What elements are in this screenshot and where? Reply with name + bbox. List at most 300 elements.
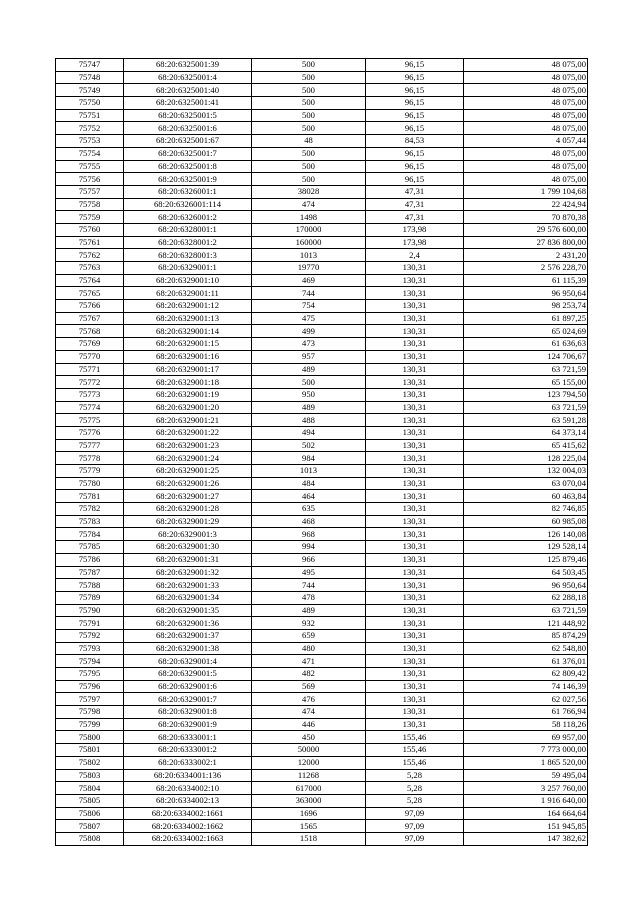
cadastral-number-cell: 68:20:6329001:25 <box>124 465 252 478</box>
cadastral-number-cell: 68:20:6329001:1 <box>124 262 252 275</box>
row-number-cell: 75763 <box>56 262 124 275</box>
table-row <box>56 262 588 275</box>
row-number-cell: 75773 <box>56 388 124 401</box>
row-number-cell: 75798 <box>56 706 124 719</box>
cadastral-value-table <box>55 58 588 846</box>
value-cell: 48 075,00 <box>464 71 588 84</box>
cadastral-number-cell: 68:20:6328001:3 <box>124 249 252 262</box>
cadastral-number-cell: 68:20:6334002:10 <box>124 782 252 795</box>
cadastral-number-cell: 68:20:6329001:27 <box>124 490 252 503</box>
value-cell: 2 576 228,70 <box>464 262 588 275</box>
rate-cell: 155,46 <box>366 756 464 769</box>
area-cell: 19770 <box>252 262 366 275</box>
value-cell: 85 874,29 <box>464 629 588 642</box>
value-cell: 64 373,14 <box>464 426 588 439</box>
area-cell: 500 <box>252 122 366 135</box>
table-row <box>56 782 588 795</box>
rate-cell: 130,31 <box>366 528 464 541</box>
rate-cell: 47,31 <box>366 211 464 224</box>
value-cell: 1 799 104,68 <box>464 185 588 198</box>
row-number-cell: 75783 <box>56 515 124 528</box>
rate-cell: 5,28 <box>366 769 464 782</box>
area-cell: 489 <box>252 363 366 376</box>
rate-cell: 130,31 <box>366 465 464 478</box>
area-cell: 635 <box>252 503 366 516</box>
rate-cell: 5,28 <box>366 782 464 795</box>
cadastral-number-cell: 68:20:6329001:36 <box>124 617 252 630</box>
table-row <box>56 794 588 807</box>
row-number-cell: 75786 <box>56 553 124 566</box>
cadastral-number-cell: 68:20:6325001:5 <box>124 109 252 122</box>
area-cell: 475 <box>252 312 366 325</box>
rate-cell: 130,31 <box>366 706 464 719</box>
value-cell: 27 836 800,00 <box>464 236 588 249</box>
value-cell: 60 985,08 <box>464 515 588 528</box>
cadastral-number-cell: 68:20:6325001:41 <box>124 97 252 110</box>
value-cell: 3 257 760,00 <box>464 782 588 795</box>
row-number-cell: 75793 <box>56 642 124 655</box>
area-cell: 500 <box>252 160 366 173</box>
rate-cell: 130,31 <box>366 642 464 655</box>
table-row <box>56 642 588 655</box>
cadastral-number-cell: 68:20:6329001:4 <box>124 655 252 668</box>
value-cell: 123 794,50 <box>464 388 588 401</box>
table-row <box>56 84 588 97</box>
row-number-cell: 75808 <box>56 832 124 845</box>
area-cell: 1013 <box>252 249 366 262</box>
cadastral-number-cell: 68:20:6325001:6 <box>124 122 252 135</box>
row-number-cell: 75791 <box>56 617 124 630</box>
row-number-cell: 75777 <box>56 439 124 452</box>
row-number-cell: 75805 <box>56 794 124 807</box>
cadastral-number-cell: 68:20:6329001:23 <box>124 439 252 452</box>
area-cell: 1696 <box>252 807 366 820</box>
value-cell: 128 225,04 <box>464 452 588 465</box>
table-row <box>56 515 588 528</box>
value-cell: 96 950,64 <box>464 287 588 300</box>
value-cell: 65 155,00 <box>464 376 588 389</box>
row-number-cell: 75779 <box>56 465 124 478</box>
rate-cell: 97,09 <box>366 807 464 820</box>
row-number-cell: 75806 <box>56 807 124 820</box>
row-number-cell: 75770 <box>56 350 124 363</box>
table-row <box>56 198 588 211</box>
row-number-cell: 75755 <box>56 160 124 173</box>
rate-cell: 130,31 <box>366 414 464 427</box>
rate-cell: 130,31 <box>366 718 464 731</box>
value-cell: 4 057,44 <box>464 135 588 148</box>
table-row <box>56 680 588 693</box>
table-row <box>56 591 588 604</box>
value-cell: 129 528,14 <box>464 541 588 554</box>
row-number-cell: 75772 <box>56 376 124 389</box>
value-cell: 70 870,38 <box>464 211 588 224</box>
value-cell: 48 075,00 <box>464 59 588 72</box>
rate-cell: 130,31 <box>366 579 464 592</box>
area-cell: 499 <box>252 325 366 338</box>
rate-cell: 130,31 <box>366 350 464 363</box>
row-number-cell: 75788 <box>56 579 124 592</box>
row-number-cell: 75768 <box>56 325 124 338</box>
table-row <box>56 452 588 465</box>
cadastral-number-cell: 68:20:6325001:8 <box>124 160 252 173</box>
rate-cell: 130,31 <box>366 325 464 338</box>
table-row <box>56 71 588 84</box>
value-cell: 61 897,25 <box>464 312 588 325</box>
cadastral-number-cell: 68:20:6328001:2 <box>124 236 252 249</box>
cadastral-number-cell: 68:20:6329001:16 <box>124 350 252 363</box>
value-cell: 65 024,69 <box>464 325 588 338</box>
area-cell: 170000 <box>252 223 366 236</box>
table-row <box>56 363 588 376</box>
area-cell: 500 <box>252 84 366 97</box>
rate-cell: 96,15 <box>366 147 464 160</box>
table-row <box>56 147 588 160</box>
value-cell: 69 957,00 <box>464 731 588 744</box>
rate-cell: 130,31 <box>366 262 464 275</box>
row-number-cell: 75803 <box>56 769 124 782</box>
table-row <box>56 401 588 414</box>
table-row <box>56 553 588 566</box>
area-cell: 478 <box>252 591 366 604</box>
rate-cell: 173,98 <box>366 236 464 249</box>
cadastral-number-cell: 68:20:6329001:11 <box>124 287 252 300</box>
table-row <box>56 655 588 668</box>
row-number-cell: 75751 <box>56 109 124 122</box>
area-cell: 12000 <box>252 756 366 769</box>
cadastral-number-cell: 68:20:6325001:39 <box>124 59 252 72</box>
rate-cell: 130,31 <box>366 426 464 439</box>
table-row <box>56 135 588 148</box>
table-row <box>56 376 588 389</box>
row-number-cell: 75771 <box>56 363 124 376</box>
area-cell: 932 <box>252 617 366 630</box>
value-cell: 48 075,00 <box>464 173 588 186</box>
area-cell: 489 <box>252 604 366 617</box>
row-number-cell: 75792 <box>56 629 124 642</box>
table-row <box>56 274 588 287</box>
area-cell: 744 <box>252 287 366 300</box>
area-cell: 446 <box>252 718 366 731</box>
rate-cell: 130,31 <box>366 439 464 452</box>
table-row <box>56 109 588 122</box>
rate-cell: 130,31 <box>366 490 464 503</box>
rate-cell: 96,15 <box>366 59 464 72</box>
table-row <box>56 426 588 439</box>
value-cell: 82 746,85 <box>464 503 588 516</box>
cadastral-number-cell: 68:20:6329001:26 <box>124 477 252 490</box>
cadastral-number-cell: 68:20:6329001:22 <box>124 426 252 439</box>
row-number-cell: 75789 <box>56 591 124 604</box>
table-row <box>56 807 588 820</box>
cadastral-number-cell: 68:20:6325001:40 <box>124 84 252 97</box>
row-number-cell: 75785 <box>56 541 124 554</box>
table-row <box>56 223 588 236</box>
value-cell: 48 075,00 <box>464 97 588 110</box>
area-cell: 484 <box>252 477 366 490</box>
area-cell: 500 <box>252 376 366 389</box>
table-row <box>56 832 588 845</box>
rate-cell: 173,98 <box>366 223 464 236</box>
area-cell: 617000 <box>252 782 366 795</box>
table-row <box>56 490 588 503</box>
value-cell: 22 424,94 <box>464 198 588 211</box>
area-cell: 500 <box>252 173 366 186</box>
cadastral-number-cell: 68:20:6329001:8 <box>124 706 252 719</box>
rate-cell: 130,31 <box>366 693 464 706</box>
value-cell: 60 463,84 <box>464 490 588 503</box>
cadastral-number-cell: 68:20:6329001:32 <box>124 566 252 579</box>
area-cell: 482 <box>252 668 366 681</box>
row-number-cell: 75752 <box>56 122 124 135</box>
value-cell: 62 809,42 <box>464 668 588 681</box>
row-number-cell: 75756 <box>56 173 124 186</box>
rate-cell: 155,46 <box>366 744 464 757</box>
row-number-cell: 75762 <box>56 249 124 262</box>
table-row <box>56 388 588 401</box>
value-cell: 126 140,08 <box>464 528 588 541</box>
area-cell: 363000 <box>252 794 366 807</box>
cadastral-number-cell: 68:20:6325001:67 <box>124 135 252 148</box>
row-number-cell: 75767 <box>56 312 124 325</box>
table-row <box>56 629 588 642</box>
area-cell: 994 <box>252 541 366 554</box>
value-cell: 121 448,92 <box>464 617 588 630</box>
value-cell: 48 075,00 <box>464 160 588 173</box>
row-number-cell: 75787 <box>56 566 124 579</box>
table-row <box>56 414 588 427</box>
table-row <box>56 604 588 617</box>
rate-cell: 97,09 <box>366 820 464 833</box>
value-cell: 61 115,39 <box>464 274 588 287</box>
cadastral-number-cell: 68:20:6329001:13 <box>124 312 252 325</box>
row-number-cell: 75794 <box>56 655 124 668</box>
area-cell: 966 <box>252 553 366 566</box>
table-row <box>56 566 588 579</box>
row-number-cell: 75784 <box>56 528 124 541</box>
rate-cell: 97,09 <box>366 832 464 845</box>
cadastral-number-cell: 68:20:6328001:1 <box>124 223 252 236</box>
rate-cell: 130,31 <box>366 376 464 389</box>
area-cell: 950 <box>252 388 366 401</box>
rate-cell: 96,15 <box>366 84 464 97</box>
area-cell: 473 <box>252 338 366 351</box>
cadastral-number-cell: 68:20:6329001:10 <box>124 274 252 287</box>
cadastral-number-cell: 68:20:6329001:24 <box>124 452 252 465</box>
table-row <box>56 744 588 757</box>
area-cell: 480 <box>252 642 366 655</box>
area-cell: 1565 <box>252 820 366 833</box>
table-row <box>56 668 588 681</box>
area-cell: 474 <box>252 706 366 719</box>
cadastral-number-cell: 68:20:6334002:1663 <box>124 832 252 845</box>
area-cell: 50000 <box>252 744 366 757</box>
area-cell: 495 <box>252 566 366 579</box>
value-cell: 59 495,04 <box>464 769 588 782</box>
area-cell: 468 <box>252 515 366 528</box>
area-cell: 984 <box>252 452 366 465</box>
cadastral-number-cell: 68:20:6329001:38 <box>124 642 252 655</box>
area-cell: 502 <box>252 439 366 452</box>
cadastral-number-cell: 68:20:6326001:1 <box>124 185 252 198</box>
table-row <box>56 503 588 516</box>
value-cell: 151 945,85 <box>464 820 588 833</box>
cadastral-number-cell: 68:20:6329001:37 <box>124 629 252 642</box>
row-number-cell: 75753 <box>56 135 124 148</box>
row-number-cell: 75802 <box>56 756 124 769</box>
rate-cell: 96,15 <box>366 71 464 84</box>
rate-cell: 130,31 <box>366 287 464 300</box>
table-row <box>56 173 588 186</box>
table-body <box>56 59 588 846</box>
cadastral-number-cell: 68:20:6326001:2 <box>124 211 252 224</box>
area-cell: 500 <box>252 97 366 110</box>
table-row <box>56 528 588 541</box>
row-number-cell: 75765 <box>56 287 124 300</box>
table-row <box>56 439 588 452</box>
cadastral-number-cell: 68:20:6325001:4 <box>124 71 252 84</box>
area-cell: 500 <box>252 59 366 72</box>
cadastral-number-cell: 68:20:6326001:114 <box>124 198 252 211</box>
cadastral-number-cell: 68:20:6329001:5 <box>124 668 252 681</box>
table-row <box>56 718 588 731</box>
value-cell: 1 916 640,00 <box>464 794 588 807</box>
area-cell: 569 <box>252 680 366 693</box>
rate-cell: 96,15 <box>366 122 464 135</box>
value-cell: 96 950,64 <box>464 579 588 592</box>
table-row <box>56 122 588 135</box>
table-row <box>56 579 588 592</box>
area-cell: 1498 <box>252 211 366 224</box>
table-row <box>56 617 588 630</box>
row-number-cell: 75760 <box>56 223 124 236</box>
rate-cell: 130,31 <box>366 680 464 693</box>
area-cell: 1518 <box>252 832 366 845</box>
table-row <box>56 541 588 554</box>
rate-cell: 47,31 <box>366 185 464 198</box>
area-cell: 450 <box>252 731 366 744</box>
rate-cell: 130,31 <box>366 541 464 554</box>
rate-cell: 96,15 <box>366 173 464 186</box>
rate-cell: 130,31 <box>366 655 464 668</box>
value-cell: 124 706,67 <box>464 350 588 363</box>
cadastral-number-cell: 68:20:6329001:35 <box>124 604 252 617</box>
value-cell: 48 075,00 <box>464 122 588 135</box>
table-row <box>56 477 588 490</box>
cadastral-number-cell: 68:20:6329001:20 <box>124 401 252 414</box>
row-number-cell: 75747 <box>56 59 124 72</box>
value-cell: 63 721,59 <box>464 604 588 617</box>
area-cell: 500 <box>252 147 366 160</box>
cadastral-number-cell: 68:20:6325001:9 <box>124 173 252 186</box>
value-cell: 62 027,56 <box>464 693 588 706</box>
rate-cell: 155,46 <box>366 731 464 744</box>
cadastral-number-cell: 68:20:6329001:3 <box>124 528 252 541</box>
value-cell: 48 075,00 <box>464 109 588 122</box>
row-number-cell: 75790 <box>56 604 124 617</box>
row-number-cell: 75781 <box>56 490 124 503</box>
row-number-cell: 75778 <box>56 452 124 465</box>
cadastral-number-cell: 68:20:6329001:19 <box>124 388 252 401</box>
cadastral-number-cell: 68:20:6333002:1 <box>124 756 252 769</box>
area-cell: 494 <box>252 426 366 439</box>
area-cell: 469 <box>252 274 366 287</box>
row-number-cell: 75797 <box>56 693 124 706</box>
cadastral-number-cell: 68:20:6334001:136 <box>124 769 252 782</box>
row-number-cell: 75799 <box>56 718 124 731</box>
rate-cell: 130,31 <box>366 401 464 414</box>
table-row <box>56 236 588 249</box>
area-cell: 659 <box>252 629 366 642</box>
cadastral-number-cell: 68:20:6329001:28 <box>124 503 252 516</box>
value-cell: 62 548,80 <box>464 642 588 655</box>
row-number-cell: 75807 <box>56 820 124 833</box>
table-row <box>56 706 588 719</box>
table-row <box>56 350 588 363</box>
table-row <box>56 249 588 262</box>
value-cell: 62 288,18 <box>464 591 588 604</box>
table-row <box>56 693 588 706</box>
table-row <box>56 185 588 198</box>
rate-cell: 130,31 <box>366 566 464 579</box>
value-cell: 63 591,28 <box>464 414 588 427</box>
row-number-cell: 75804 <box>56 782 124 795</box>
cadastral-number-cell: 68:20:6333001:2 <box>124 744 252 757</box>
value-cell: 61 766,94 <box>464 706 588 719</box>
rate-cell: 130,31 <box>366 591 464 604</box>
area-cell: 744 <box>252 579 366 592</box>
value-cell: 64 503,45 <box>464 566 588 579</box>
row-number-cell: 75769 <box>56 338 124 351</box>
row-number-cell: 75782 <box>56 503 124 516</box>
table-row <box>56 59 588 72</box>
value-cell: 48 075,00 <box>464 84 588 97</box>
table-row <box>56 731 588 744</box>
table-row <box>56 820 588 833</box>
rate-cell: 47,31 <box>366 198 464 211</box>
area-cell: 968 <box>252 528 366 541</box>
rate-cell: 130,31 <box>366 477 464 490</box>
row-number-cell: 75796 <box>56 680 124 693</box>
value-cell: 7 773 000,00 <box>464 744 588 757</box>
area-cell: 464 <box>252 490 366 503</box>
rate-cell: 130,31 <box>366 604 464 617</box>
cadastral-number-cell: 68:20:6329001:30 <box>124 541 252 554</box>
row-number-cell: 75775 <box>56 414 124 427</box>
row-number-cell: 75776 <box>56 426 124 439</box>
rate-cell: 2,4 <box>366 249 464 262</box>
cadastral-number-cell: 68:20:6329001:6 <box>124 680 252 693</box>
area-cell: 48 <box>252 135 366 148</box>
area-cell: 500 <box>252 71 366 84</box>
cadastral-number-cell: 68:20:6329001:29 <box>124 515 252 528</box>
cadastral-number-cell: 68:20:6333001:1 <box>124 731 252 744</box>
value-cell: 125 879,46 <box>464 553 588 566</box>
row-number-cell: 75774 <box>56 401 124 414</box>
row-number-cell: 75780 <box>56 477 124 490</box>
value-cell: 147 382,62 <box>464 832 588 845</box>
rate-cell: 130,31 <box>366 388 464 401</box>
rate-cell: 130,31 <box>366 515 464 528</box>
area-cell: 489 <box>252 401 366 414</box>
rate-cell: 96,15 <box>366 109 464 122</box>
cadastral-number-cell: 68:20:6334002:13 <box>124 794 252 807</box>
row-number-cell: 75800 <box>56 731 124 744</box>
value-cell: 98 253,74 <box>464 300 588 313</box>
row-number-cell: 75795 <box>56 668 124 681</box>
row-number-cell: 75749 <box>56 84 124 97</box>
area-cell: 474 <box>252 198 366 211</box>
